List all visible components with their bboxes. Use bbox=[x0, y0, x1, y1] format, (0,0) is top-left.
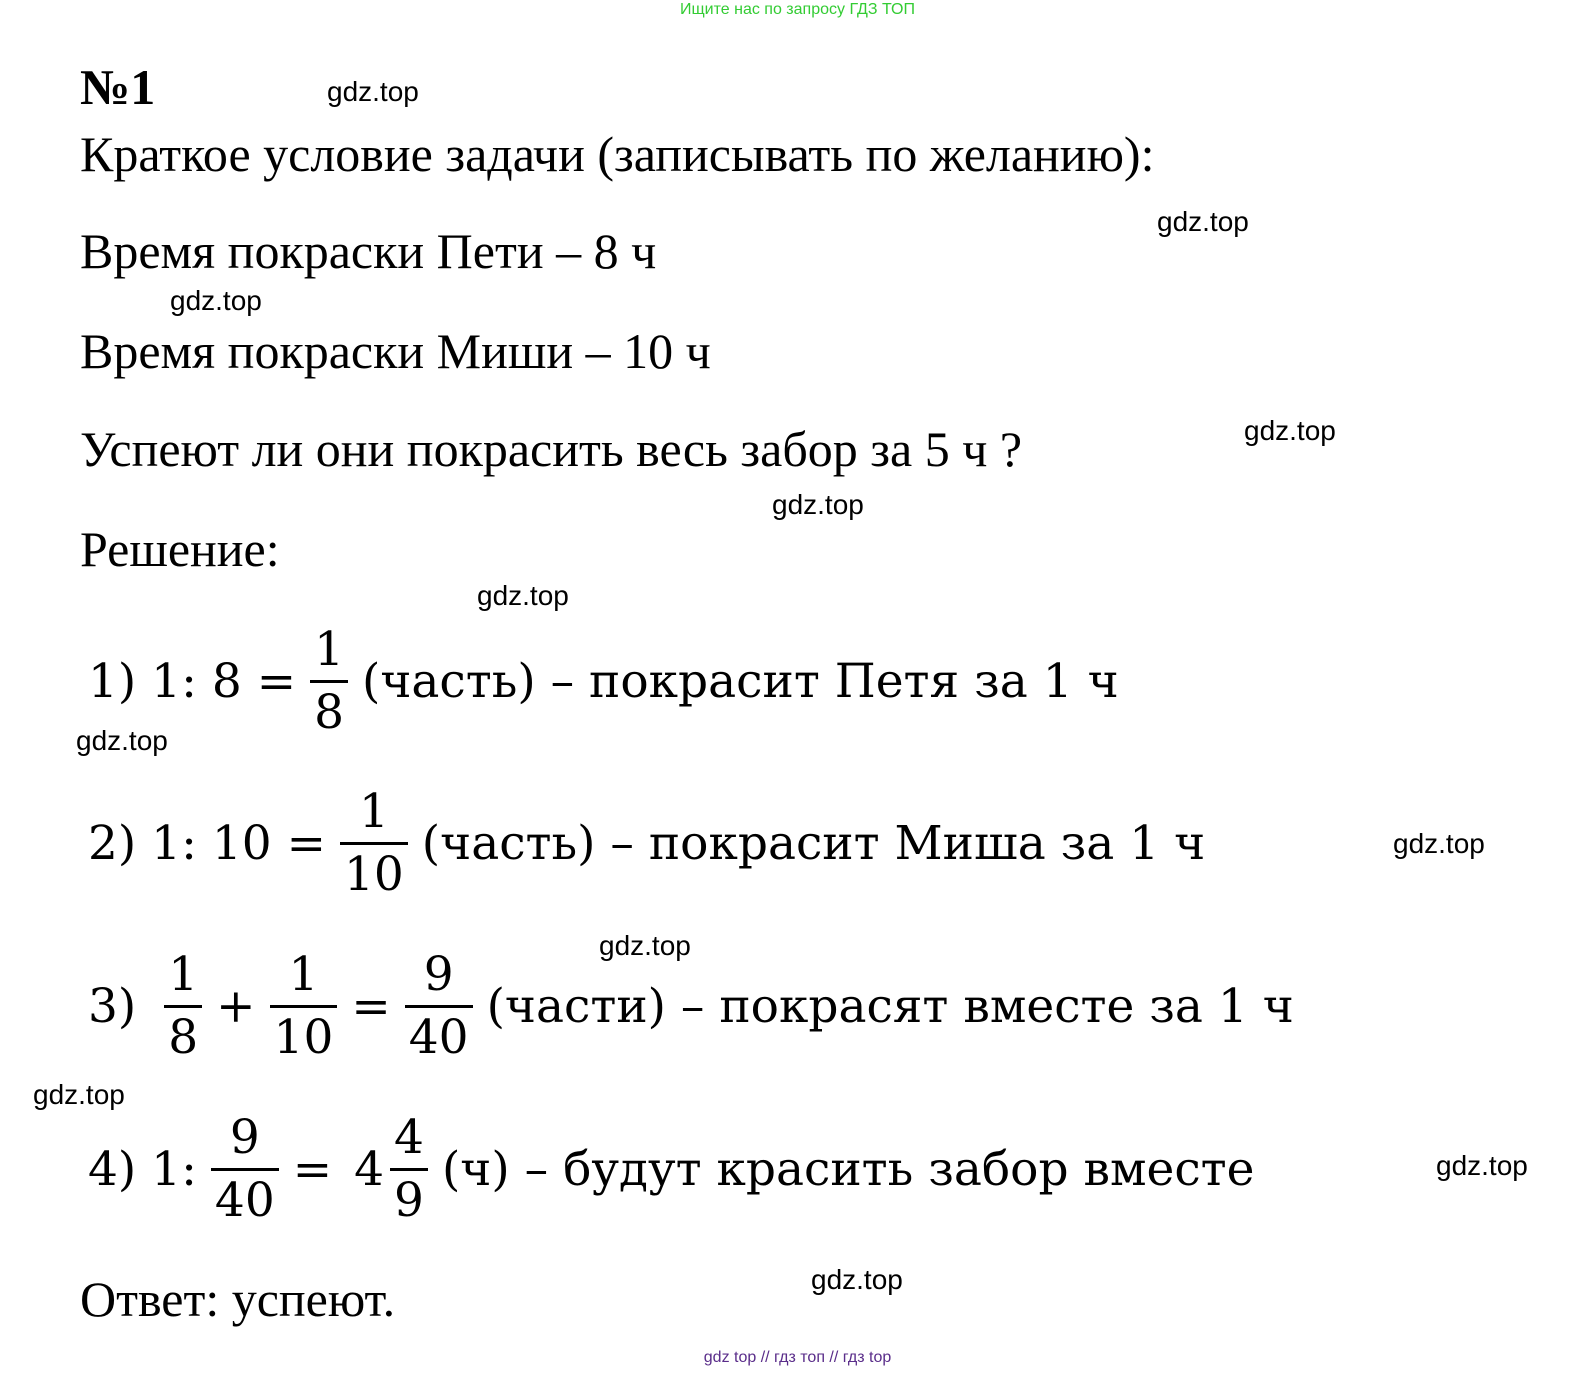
condition-line-petya: Время покраски Пети – 8 ч bbox=[80, 223, 657, 279]
fraction-one-tenth bbox=[270, 945, 338, 1068]
solution-label: Решение: bbox=[80, 521, 280, 577]
equals-sign: = bbox=[292, 1142, 333, 1197]
fraction-numerator: 1 bbox=[288, 947, 319, 1002]
fraction-nine-fortieths bbox=[405, 945, 473, 1068]
watermark: gdz.top bbox=[1157, 206, 1249, 237]
watermark: gdz.top bbox=[76, 725, 168, 756]
fraction-one-tenth bbox=[340, 782, 408, 905]
fraction-one-eighth bbox=[310, 620, 348, 743]
step-4-text: (ч) – будут красить забор вместе bbox=[441, 1142, 1255, 1197]
step-3-prefix: 3) bbox=[88, 979, 137, 1034]
watermark: gdz.top bbox=[1436, 1150, 1528, 1181]
footer-links[interactable]: gdz top // гдз топ // гдз top bbox=[703, 1349, 892, 1366]
fraction-denominator: 10 bbox=[273, 1010, 334, 1065]
solution-step-3 bbox=[80, 945, 1302, 1068]
step-3-text: (части) – покрасят вместе за 1 ч bbox=[486, 979, 1294, 1034]
condition-question: Успеют ли они покрасить весь забор за 5 ч ? bbox=[80, 421, 1023, 477]
watermark: gdz.top bbox=[1244, 415, 1336, 446]
plus-sign: + bbox=[216, 979, 256, 1034]
watermark: gdz.top bbox=[1393, 828, 1485, 859]
condition-line-misha: Время покраски Миши – 10 ч bbox=[80, 323, 711, 379]
fraction-numerator: 4 bbox=[394, 1110, 424, 1165]
step-1-text: (часть) – покрасит Петя за 1 ч bbox=[362, 654, 1119, 709]
equals-sign: = bbox=[351, 979, 391, 1034]
fraction-numerator: 9 bbox=[229, 1110, 260, 1165]
fraction-numerator: 1 bbox=[168, 947, 199, 1002]
watermark: gdz.top bbox=[170, 285, 262, 316]
solution-step-4 bbox=[80, 1108, 1262, 1231]
watermark: gdz.top bbox=[33, 1079, 125, 1110]
step-1-prefix: 1) 1: 8 = bbox=[88, 654, 297, 709]
condition-heading: Краткое условие задачи (записывать по желанию): bbox=[80, 126, 1155, 182]
fraction-numerator: 1 bbox=[358, 784, 389, 839]
fraction-nine-fortieths bbox=[211, 1108, 279, 1231]
watermark: gdz.top bbox=[477, 580, 569, 611]
watermark: gdz.top bbox=[811, 1264, 903, 1295]
top-banner[interactable]: Ищите нас по запросу ГДЗ ТОП bbox=[680, 1, 915, 18]
fraction-four-ninths bbox=[390, 1108, 428, 1231]
solution-step-2 bbox=[80, 782, 1213, 905]
step-2-prefix: 2) 1: 10 = bbox=[88, 816, 326, 871]
fraction-numerator: 1 bbox=[314, 622, 344, 677]
fraction-denominator: 40 bbox=[408, 1010, 469, 1065]
mixed-number bbox=[354, 1108, 434, 1231]
fraction-denominator: 8 bbox=[314, 685, 344, 740]
watermark: gdz.top bbox=[599, 930, 691, 961]
step-2-text: (часть) – покрасит Миша за 1 ч bbox=[421, 816, 1206, 871]
fraction-denominator: 9 bbox=[394, 1173, 424, 1228]
fraction-denominator: 10 bbox=[343, 847, 404, 902]
problem-number: №1 bbox=[80, 59, 156, 115]
watermark: gdz.top bbox=[327, 76, 419, 107]
fraction-denominator: 40 bbox=[214, 1173, 275, 1228]
mixed-whole: 4 bbox=[354, 1142, 385, 1197]
fraction-denominator: 8 bbox=[168, 1010, 199, 1065]
fraction-one-eighth bbox=[164, 945, 202, 1068]
step-4-prefix: 4) 1: bbox=[88, 1142, 197, 1197]
solution-step-1 bbox=[80, 620, 1127, 743]
watermark: gdz.top bbox=[772, 489, 864, 520]
fraction-numerator: 9 bbox=[423, 947, 454, 1002]
answer: Ответ: успеют. bbox=[80, 1271, 396, 1327]
